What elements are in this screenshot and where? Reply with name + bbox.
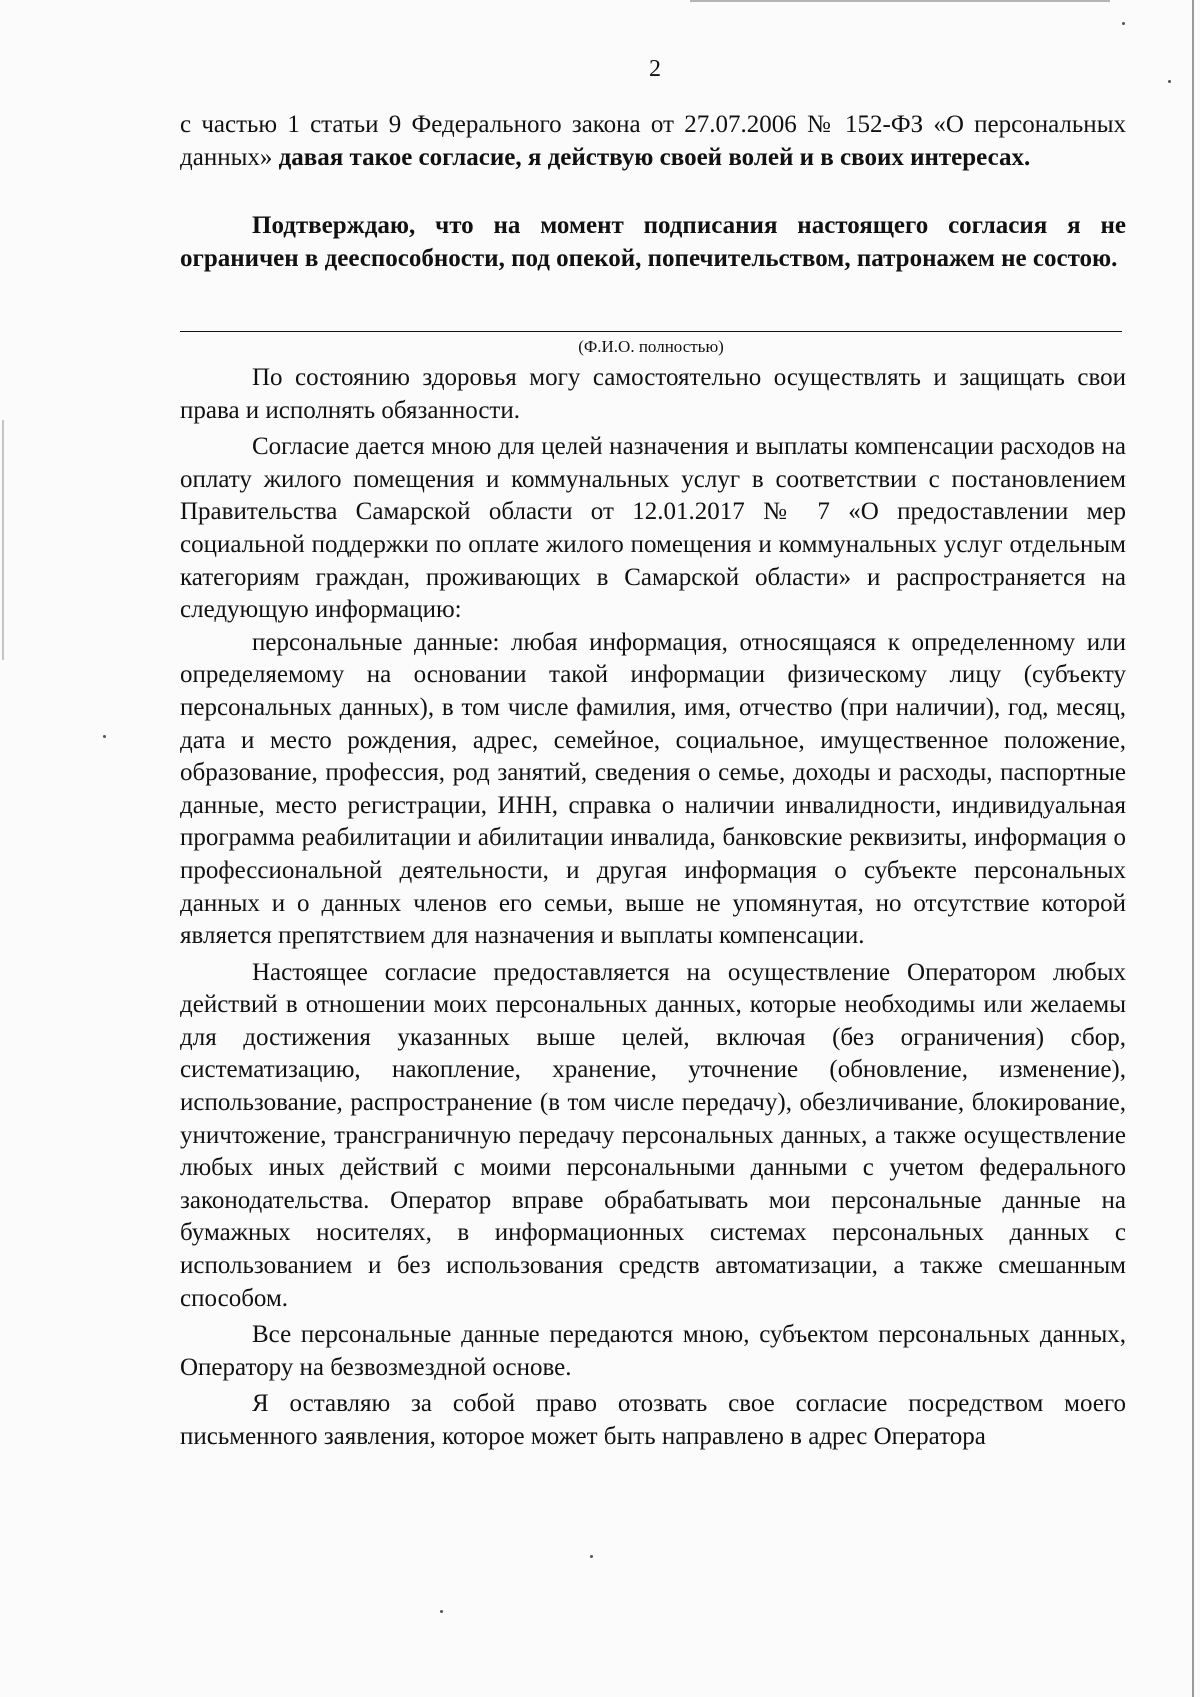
paragraph-health-statement: По состоянию здоровья могу самостоятельно осуществлять и защищать свои права и исполнять обязанности.: [180, 364, 1126, 424]
scan-speck: [590, 1555, 593, 1558]
scan-speck: [103, 735, 106, 738]
signature-name-caption: (Ф.И.О. полностью): [578, 337, 724, 356]
paragraph-operator-actions: Настоящее согласие предоставляется на осуществление Оператором любых действий в отношении моих персональных данных, которые необходимы или желаемы для достижения указанных выше целей, включая (без ограничения) сбор, систематизацию, накопление, хранение, уточнение (обновление, изменение), использование, распространение (в том числе передачу), обезличивание, блокирование, уничтожение, трансграничную передачу персональных данных, а также осуществление любых иных действий с моими персональными данными с учетом федерального законодательства. Оператор вправе обрабатывать мои персональные данные на бумажных носителях, в информационных системах персональных данных с использованием и без использования средств автоматизации, а также смешанным способом.: [180, 958, 1126, 1312]
paragraph-free-transfer: Все персональные данные передаются мною, субъектом персональных данных, Оператору на безвозмездной основе.: [180, 1321, 1126, 1381]
law-reference-text: с частью 1 статьи 9 Федерального закона от 27.07.2006 № 152-ФЗ «О персональных данных»: [180, 111, 1126, 171]
paragraph-withdrawal-right: Я оставляю за собой право отозвать свое согласие посредством моего письменного заявления, которое может быть направлено в адрес Оператора: [180, 1390, 1126, 1450]
page-number: 2: [649, 56, 661, 82]
scan-edge-top: [690, 0, 1110, 2]
document-body: [180, 362, 1126, 1454]
paragraph-consent-purpose: Согласие дается мною для целей назначения и выплаты компенсации расходов на оплату жилого помещения и коммунальных услуг в соответствии с постановлением Правительства Самарской области от 12.01.2017 № 7 «О предоставлении мер социальной поддержки по оплате жилого помещения и коммунальных услуг отдельным категориям граждан, проживающих в Самарской области» и распространяется на следующую информацию:: [180, 433, 1126, 624]
scan-edge-left: [2, 420, 4, 660]
scan-edge-right: [1192, 0, 1194, 1697]
paragraph-consent-law-reference: [180, 109, 1126, 174]
paragraph-personal-data-definition: персональные данные: любая информация, относящаяся к определенному или определяемому на основании такой информации физическому лицу (субъекту персональных данных), в том числе фамилия, имя, отчество (при наличии), год, месяц, дата и место рождения, адрес, семейное, социальное, имущественное положение, образование, профессия, род занятий, сведения о семье, доходы и расходы, паспортные данные, место регистрации, ИНН, справка о наличии инвалидности, индивидуальная программа реабилитации и абилитации инвалида, банковские реквизиты, информация о профессиональной деятельности, и другая информация о субъекте персональных данных и о данных членов его семьи, выше не упомянутая, но отсутствие которой является препятствием для назначения и выплаты компенсации.: [180, 628, 1126, 950]
signature-name-line: [180, 331, 1122, 332]
scan-speck: [1122, 22, 1125, 25]
capacity-confirmation-text: Подтверждаю, что на момент подписания настоящего согласия я не ограничен в дееспособности, под опекой, попечительством, патронажем не состою.: [180, 212, 1126, 272]
scan-speck: [440, 1610, 443, 1613]
paragraph-capacity-confirmation: [180, 210, 1126, 275]
free-will-statement: давая такое согласие, я действую своей волей и в своих интересах.: [278, 143, 1031, 171]
